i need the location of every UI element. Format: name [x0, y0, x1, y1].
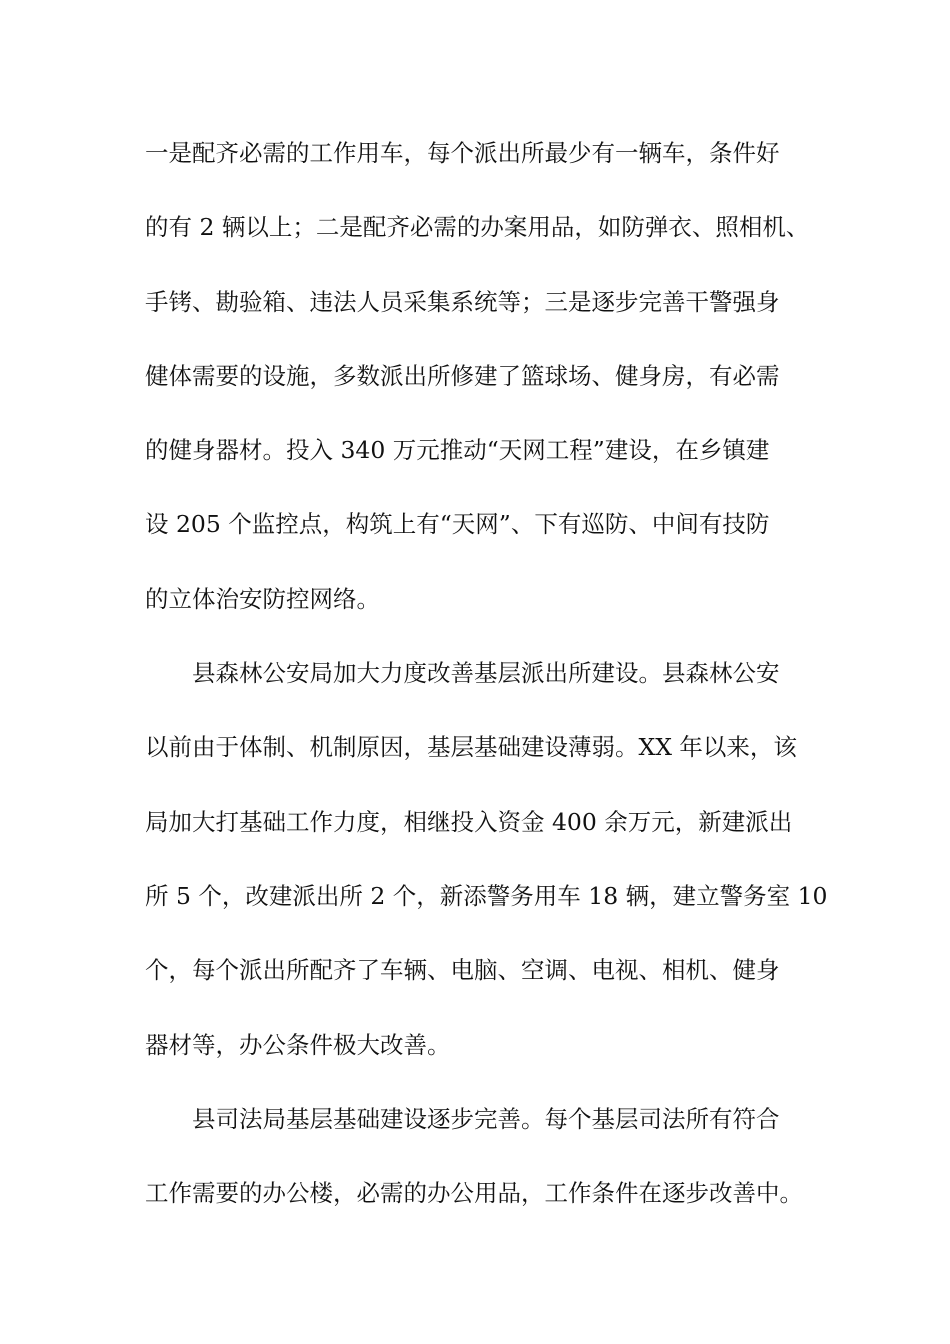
text-line: 健体需要的设施，多数派出所修建了篮球场、健身房，有必需	[145, 361, 780, 390]
text-line: 手铐、勘验箱、违法人员采集系统等；三是逐步完善干警强身	[145, 287, 780, 316]
text-line: 工作需要的办公楼，必需的办公用品，工作条件在逐步改善中。	[145, 1179, 803, 1208]
text-line: 所 5 个，改建派出所 2 个，新添警务用车 18 辆，建立警务室 10	[145, 881, 828, 910]
text-line: 的健身器材。投入 340 万元推动“天网工程”建设，在乡镇建	[145, 436, 770, 465]
text-line: 个，每个派出所配齐了车辆、电脑、空调、电视、相机、健身	[145, 956, 780, 985]
text-line: 的有 2 辆以上；二是配齐必需的办案用品，如防弹衣、照相机、	[145, 213, 810, 242]
text-line: 一是配齐必需的工作用车，每个派出所最少有一辆车，条件好	[145, 139, 780, 167]
text-line: 器材等，办公条件极大改善。	[145, 1030, 451, 1059]
text-line: 县司法局基层基础建设逐步完善。每个基层司法所有符合	[192, 1104, 780, 1133]
text-line: 设 205 个监控点，构筑上有“天网”、下有巡防、中间有技防	[145, 510, 770, 539]
text-line: 局加大打基础工作力度，相继投入资金 400 余万元，新建派出	[145, 807, 793, 836]
text-line: 的立体治安防控网络。	[145, 584, 380, 613]
text-line: 县森林公安局加大力度改善基层派出所建设。县森林公安	[192, 659, 780, 688]
document-body	[145, 128, 828, 1242]
text-line: 以前由于体制、机制原因，基层基础建设薄弱。XX 年以来，该	[145, 733, 797, 762]
